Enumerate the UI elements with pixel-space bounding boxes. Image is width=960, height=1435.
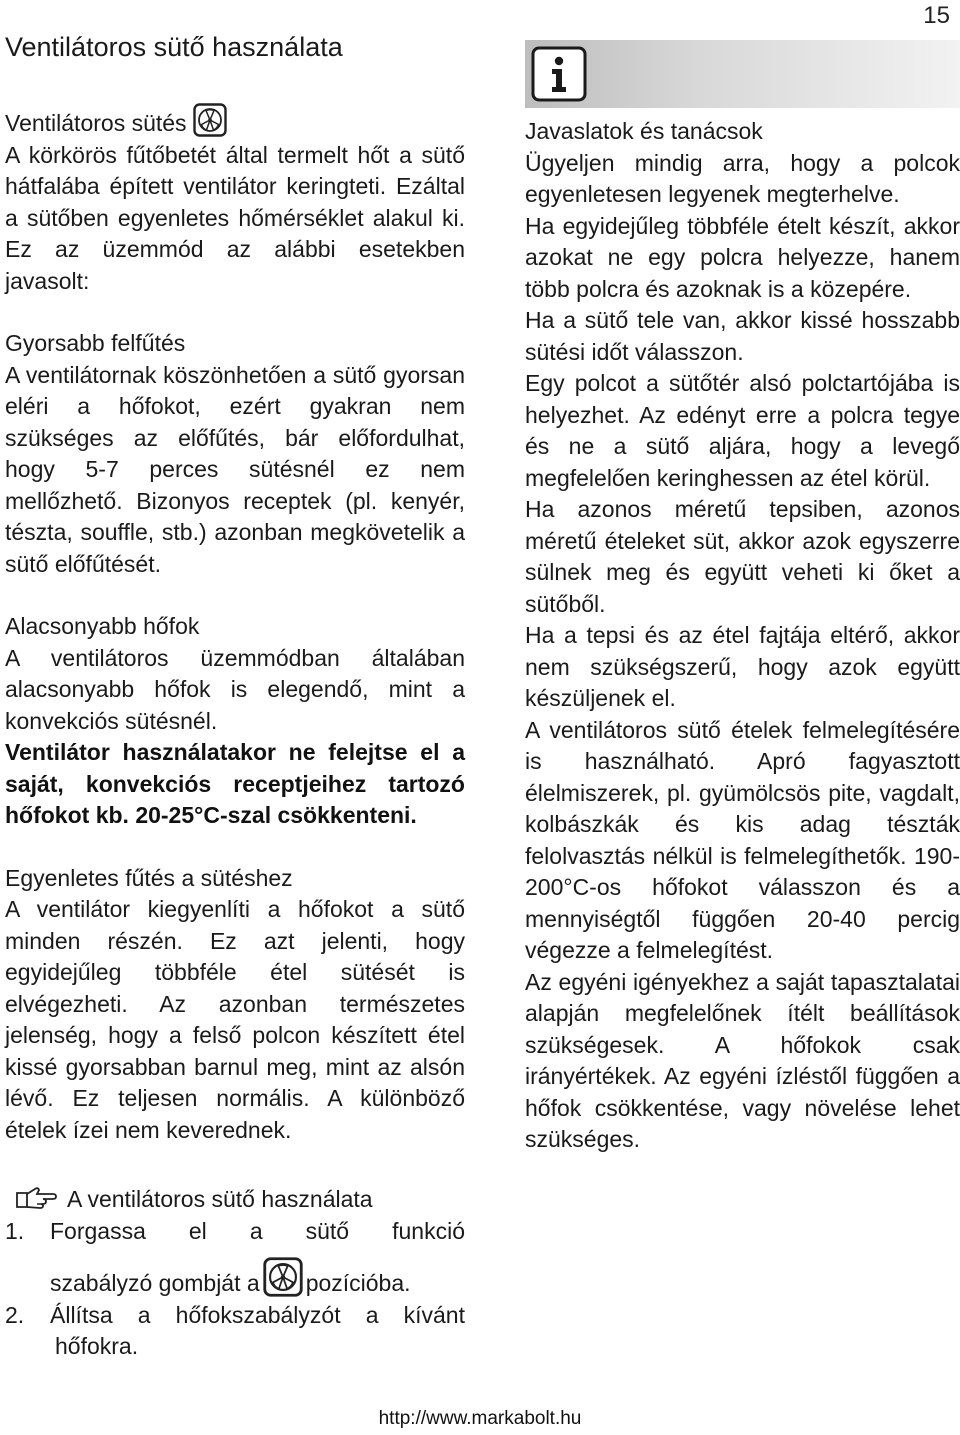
fan-section-heading-text: Ventilátoros sütés xyxy=(5,110,187,137)
step-1-pre: szabályzó gombját a xyxy=(50,1270,260,1297)
page-title: Ventilátoros sütő használata xyxy=(5,32,343,62)
tips-paragraph: Az egyéni igényekhez a saját tapasztalatai alapján megfelelőnek ítélt beállítások szükségesek. A hőfokok csak irányértékek. Az egyéni ízléstől függően a hőfok csökkentése, vagy növelése lehet szükséges. xyxy=(525,968,960,1152)
right-column xyxy=(525,40,960,1156)
usage-heading xyxy=(5,1184,465,1216)
tips-paragraph: Ügyeljen mindig arra, hogy a polcok egyenletesen legyenek megterhelve. xyxy=(525,149,960,207)
step-2-number: 2. xyxy=(5,1301,25,1328)
step-2-word: a xyxy=(365,1301,379,1328)
tips-paragraph: A ventilátoros sütő ételek felmelegítésére is használható. Apró fagyasztott élelmiszerek, pl. gyümölcsös pite, vagdalt, kolbászkák és kis adag tészták felolvasztás nélkül is felmelegíthetők. 190-200°C-os hőfokot válasszon és a mennyiségtől függően 20-40 percig végezze a felmelegítést. xyxy=(525,716,960,963)
fan-section-heading xyxy=(5,103,465,140)
even-heating-heading: Egyenletes fűtés a sütéshez xyxy=(5,864,293,891)
footer-url[interactable] xyxy=(0,1408,960,1430)
pointing-hand-icon xyxy=(15,1185,57,1211)
fan-section xyxy=(5,103,465,297)
tips-paragraph: Ha egyidejűleg többféle ételt készít, akkor azokat ne egy polcra helyezze, hanem több polcra és azoknak is a közepére. xyxy=(525,212,960,302)
usage-step-2 xyxy=(5,1300,465,1363)
tips-paragraph: Ha azonos méretű tepsiben, azonos méretű ételeket süt, akkor azok egyszerre sülnek meg és együtt veheti ki őket a sütőből. xyxy=(525,496,960,617)
lower-temp-section xyxy=(5,611,465,832)
fan-section-text: A körkörös fűtőbetét által termelt hőt a sütő hátfalába épített ventilátor keringteti. Ezáltal a sütőben egyenletes hőmérséklet alakul ki. Ez az üzemmód az alábbi esetekben javasolt: xyxy=(5,141,465,294)
step-2-word: a xyxy=(137,1301,151,1328)
page-number: 15 xyxy=(923,2,950,29)
step-1-line-1 xyxy=(50,1216,465,1248)
fan-symbol-icon xyxy=(193,103,227,137)
step-1-word: sütő xyxy=(305,1217,350,1244)
step-2-line-1 xyxy=(50,1300,465,1332)
step-1-word: a xyxy=(249,1217,263,1244)
info-icon xyxy=(531,46,587,102)
lower-temp-text: A ventilátoros üzemmódban általában alacsonyabb hőfok is elegendő, mint a konvekciós sütésnél. xyxy=(5,644,465,734)
faster-heating-heading: Gyorsabb felfűtés xyxy=(5,330,186,357)
step-1-number: 1. xyxy=(5,1217,25,1244)
tips-heading: Javaslatok és tanácsok xyxy=(525,118,763,144)
faster-heating-text: A ventilátornak köszönhetően a sütő gyorsan eléri a hőfokot, ezért gyakran nem szükséges az előfűtés, bár előfordulhat, hogy 5-7 perces sütésnél ez nem mellőzhető. Bizonyos receptek (pl. kenyér, tészta, souffle, stb.) azonban megkövetelik a sütő előfűtését. xyxy=(5,361,465,577)
even-heating-text: A ventilátor kiegyenlíti a hőfokot a sütő minden részén. Ez azt jelenti, hogy egyidejűleg többféle étel sütését is elvégezheti. Az azonban természetes jelenség, hogy a felső polcon készített étel kissé gyorsabban barnul meg, mint az alsón lévő. Ez teljesen normális. A különböző ételek ízei nem keverednek. xyxy=(5,896,465,1143)
step-1-word: funkció xyxy=(392,1217,465,1244)
info-banner xyxy=(525,40,960,108)
usage-section xyxy=(5,1184,465,1363)
faster-heating-section xyxy=(5,328,465,580)
usage-step-1 xyxy=(5,1216,465,1300)
tips-paragraph: Ha a sütő tele van, akkor kissé hosszabb sütési időt válasszon. xyxy=(525,307,960,365)
step-2-word: hőfokszabályzót xyxy=(175,1301,341,1328)
step-1-line-2 xyxy=(50,1257,465,1300)
step-1-word: el xyxy=(188,1217,207,1244)
usage-heading-text: A ventilátoros sütő használata xyxy=(67,1186,373,1213)
step-2-word: Állítsa xyxy=(50,1301,113,1328)
footer-url-text[interactable]: http://www.markabolt.hu xyxy=(378,1408,582,1429)
step-1-word: Forgassa xyxy=(50,1217,146,1244)
step-2-word: kívánt xyxy=(403,1301,465,1328)
left-column xyxy=(5,30,465,1363)
tips-paragraph: Ha a tepsi és az étel fajtája eltérő, akkor nem szükségszerű, hogy azok együtt készüljenek el. xyxy=(525,622,960,711)
even-heating-section xyxy=(5,863,465,1147)
tips-paragraph: Egy polcot a sütőtér alsó polctartójába is helyezhet. Az edényt erre a polcra tegye és ne a sütő aljára, hogy a levegő megfelelően keringhessen az étel körül. xyxy=(525,370,960,491)
step-1-post: pozícióba. xyxy=(305,1270,411,1297)
lower-temp-warning: Ventilátor használatakor ne felejtse el a saját, konvekciós receptjeihez tartozó hőfokot kb. 20-25°C-szal csökkenteni. xyxy=(5,739,465,829)
lower-temp-heading: Alacsonyabb hőfok xyxy=(5,613,200,640)
fan-symbol-icon xyxy=(263,1257,303,1297)
step-2-line-2: hőfokra. xyxy=(55,1333,139,1360)
